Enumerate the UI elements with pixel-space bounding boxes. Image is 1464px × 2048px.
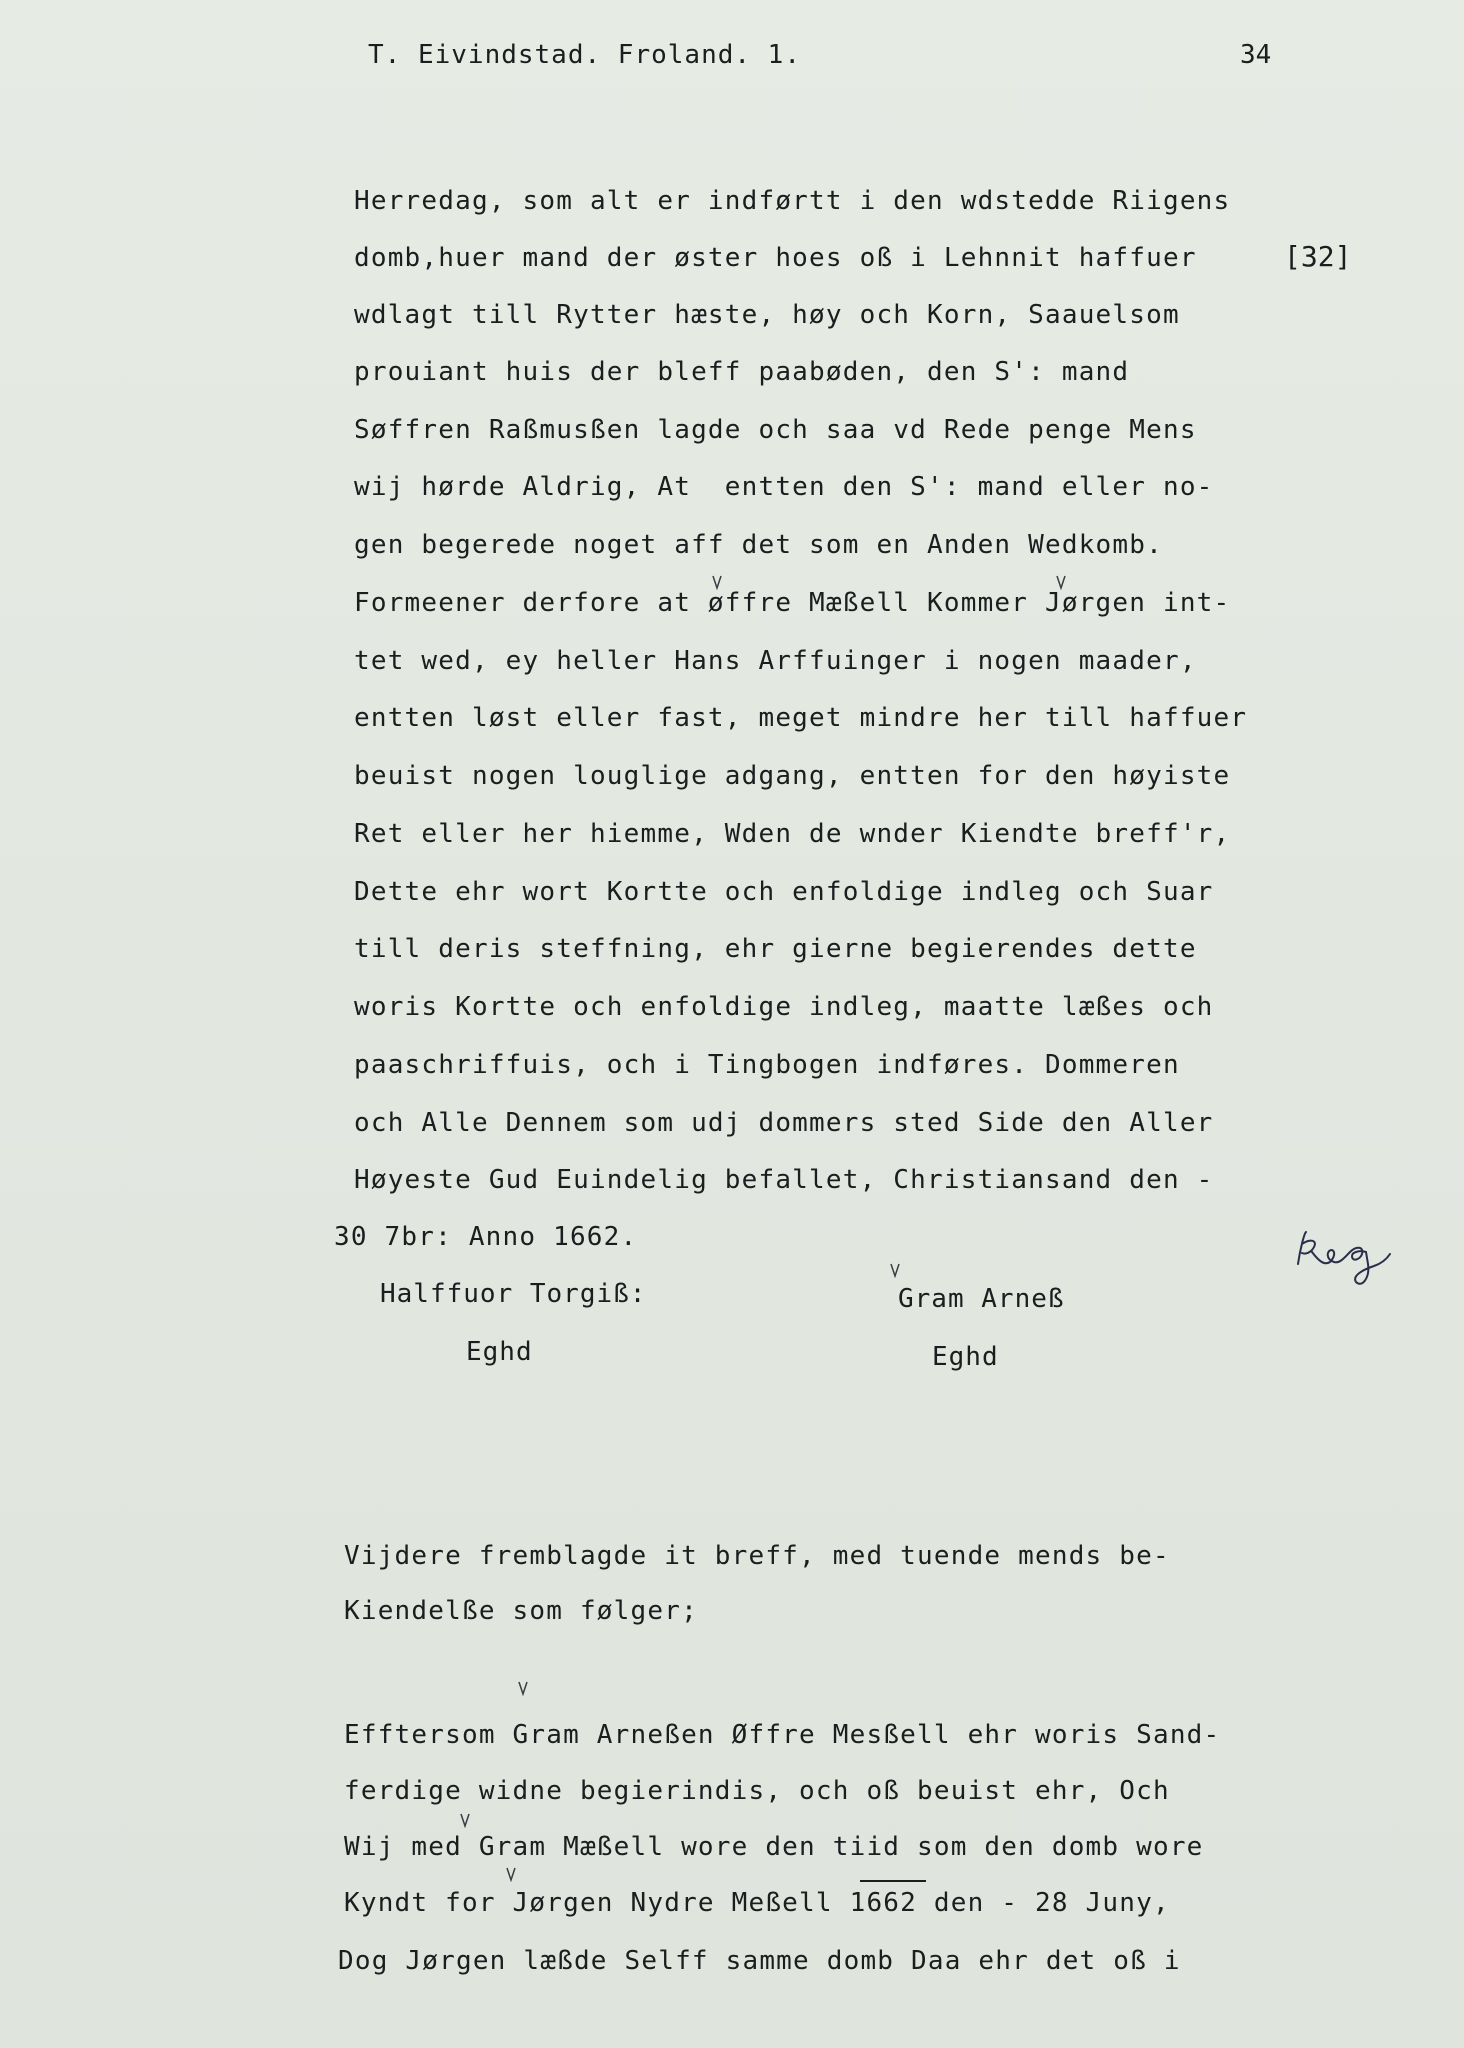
- body-line: Dog Jørgen læßde Selff samme domb Daa ehr det oß i: [338, 1946, 1181, 1976]
- signature-right-name: Gram Arneß: [898, 1284, 1065, 1314]
- body-line: ferdige widne begierindis, och oß beuist ehr, Och: [344, 1776, 1170, 1806]
- body-line: Formeener derfore at øffre Mæßell Kommer Jørgen int-: [354, 588, 1231, 618]
- body-line: Kyndt for Jørgen Nydre Meßell 1662 den - 28 Juny,: [344, 1888, 1170, 1918]
- margin-page-reference: [32]: [1284, 240, 1352, 273]
- page-number: 34: [1240, 40, 1272, 70]
- body-line: paaschriffuis, och i Tingbogen indføres. Dommeren: [354, 1050, 1180, 1080]
- correction-tick-icon: [460, 1812, 470, 1828]
- body-line: gen begerede noget aff det som en Anden Wedkomb.: [354, 530, 1163, 560]
- body-line: 30 7br: Anno 1662.: [334, 1222, 638, 1252]
- body-line: woris Kortte och enfoldige indleg, maatte læßes och: [354, 992, 1214, 1022]
- signature-left-name: Halffuor Torgiß:: [380, 1279, 647, 1309]
- body-line: Ret eller her hiemme, Wden de wnder Kiendte breff'r,: [354, 819, 1231, 849]
- body-line: tet wed, ey heller Hans Arffuinger i nogen maader,: [354, 646, 1197, 676]
- body-line: wdlagt till Rytter hæste, høy och Korn, Saauelsom: [354, 300, 1180, 330]
- body-line: Efftersom Gram Arneßen Øffre Mesßell ehr woris Sand-: [344, 1720, 1221, 1750]
- year-overline: [860, 1880, 926, 1882]
- signature-left-mark: Eghd: [466, 1337, 533, 1367]
- correction-tick-icon: [712, 574, 722, 590]
- page-header-title: T. Eivindstad. Froland. 1.: [368, 40, 801, 70]
- body-line: domb,huer mand der øster hoes oß i Lehnnit haffuer: [354, 243, 1197, 273]
- body-line: till deris steffning, ehr gierne begierendes dette: [354, 934, 1197, 964]
- body-line: Herredag, som alt er indførtt i den wdstedde Riigens: [354, 186, 1231, 216]
- body-line: entten løst eller fast, meget mindre her till haffuer: [354, 703, 1248, 733]
- body-line: Søffren Raßmusßen lagde och saa vd Rede penge Mens: [354, 415, 1197, 445]
- correction-tick-icon: [1056, 574, 1066, 590]
- handwritten-reg-annotation: [1290, 1220, 1400, 1300]
- body-line: Wij med Gram Mæßell wore den tiid som den domb wore: [344, 1832, 1204, 1862]
- body-line: beuist nogen louglige adgang, entten for den høyiste: [354, 761, 1231, 791]
- body-line: Høyeste Gud Euindelig befallet, Christiansand den -: [354, 1165, 1214, 1195]
- body-line: Kiendelße som følger;: [344, 1596, 698, 1626]
- body-line: wij hørde Aldrig, At entten den S': mand eller no-: [354, 472, 1214, 502]
- body-line: Vijdere fremblagde it breff, med tuende mends be-: [344, 1541, 1170, 1571]
- body-line: prouiant huis der bleff paabøden, den S': mand: [354, 357, 1130, 387]
- correction-tick-icon: [890, 1262, 900, 1278]
- correction-tick-icon: [506, 1866, 516, 1882]
- correction-tick-icon: [518, 1680, 528, 1696]
- body-line: Dette ehr wort Kortte och enfoldige indleg och Suar: [354, 877, 1214, 907]
- signature-right-mark: Eghd: [932, 1342, 999, 1372]
- body-line: och Alle Dennem som udj dommers sted Side den Aller: [354, 1108, 1214, 1138]
